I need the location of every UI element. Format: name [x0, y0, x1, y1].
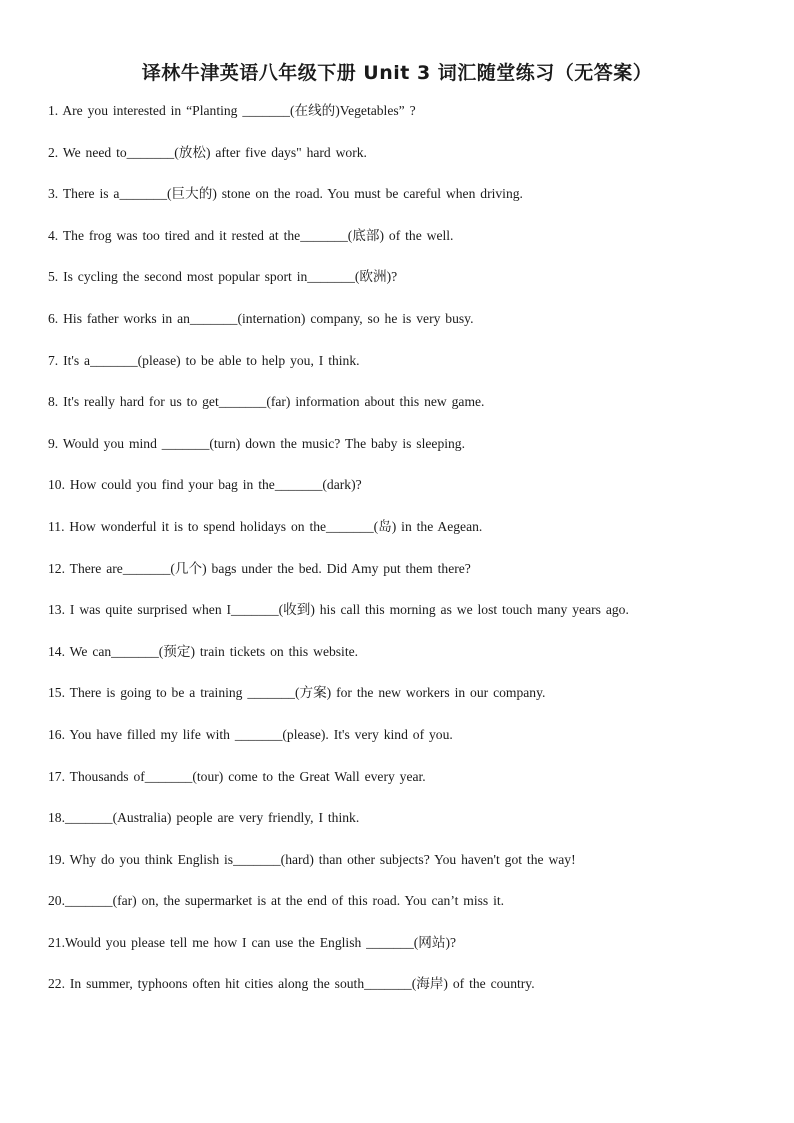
question-item: 6. His father works in an_______(internation) company, so he is very busy.: [48, 310, 474, 326]
question-list: [48, 101, 768, 1016]
question-item: 7. It's a_______(please) to be able to help you, I think.: [48, 352, 360, 368]
question-item: 8. It's really hard for us to get_______(far) information about this new game.: [48, 394, 485, 410]
question-item: 10. How could you find your bag in the_______(dark)?: [48, 477, 362, 493]
question-item: 18._______(Australia) people are very friendly, I think.: [48, 810, 360, 826]
question-item: 16. You have filled my life with _______(please). It's very kind of you.: [48, 726, 453, 742]
question-item: 2. We need to_______(放松) after five days" hard work.: [48, 144, 367, 160]
question-item: 4. The frog was too tired and it rested at the_______(底部) of the well.: [48, 227, 454, 243]
question-item: 22. In summer, typhoons often hit cities along the south_______(海岸) of the country.: [48, 976, 535, 992]
question-item: 14. We can_______(预定) train tickets on this website.: [48, 643, 359, 659]
question-item: 11. How wonderful it is to spend holidays on the_______(岛) in the Aegean.: [48, 518, 483, 534]
page-title: 译林牛津英语八年级下册 Unit 3 词汇随堂练习（无答案）: [141, 62, 653, 84]
question-item: 17. Thousands of_______(tour) come to the Great Wall every year.: [48, 768, 426, 784]
question-item: 19. Why do you think English is_______(hard) than other subjects? You haven't got the way!: [48, 851, 576, 867]
question-item: 21.Would you please tell me how I can use the English _______(网站)?: [48, 934, 457, 950]
question-item: 1. Are you interested in “Planting _______(在线的)Vegetables” ?: [48, 103, 416, 118]
question-item: 5. Is cycling the second most popular sport in_______(欧洲)?: [48, 269, 398, 285]
question-item: 20._______(far) on, the supermarket is at the end of this road. You can’t miss it.: [48, 893, 505, 909]
question-item: 3. There is a_______(巨大的) stone on the road. You must be careful when driving.: [48, 186, 523, 202]
question-item: 13. I was quite surprised when I_______(收到) his call this morning as we lost touch many years ago.: [48, 602, 629, 618]
question-item: 12. There are_______(几个) bags under the bed. Did Amy put them there?: [48, 560, 471, 576]
question-item: 15. There is going to be a training _______(方案) for the new workers in our company.: [48, 685, 546, 701]
question-item: 9. Would you mind _______(turn) down the music? The baby is sleeping.: [48, 435, 466, 451]
